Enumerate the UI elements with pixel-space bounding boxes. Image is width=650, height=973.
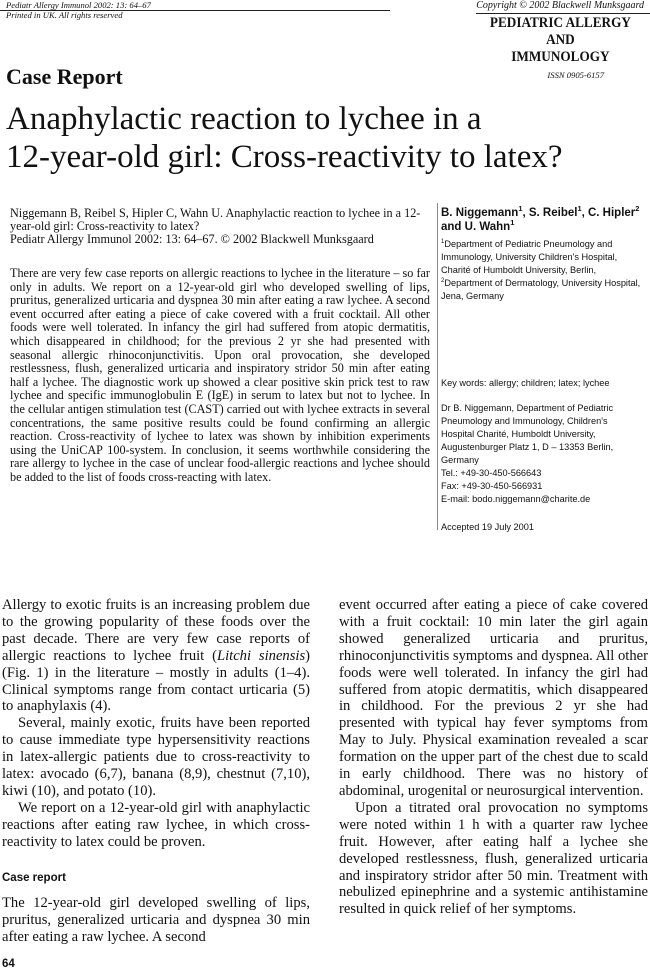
header-printed-line: Printed in UK. All rights reserved [6,10,123,20]
keywords: Key words: allergy; children; latex; lychee [441,378,610,388]
article-title [6,100,646,176]
author-affiliation-mark: 1 [577,204,582,214]
body-column-left [2,597,310,851]
citation-text: Niggemann B, Reibel S, Hipler C, Wahn U. Anaphylactic reaction to lychee in a 12-year-old girl: Cross-reactivity to latex? [10,206,421,233]
intro-paragraph: We report on a 12-year-old girl with anaphylactic reactions after eating raw lychee, in which cross-reactivity to latex could be proven. [2,799,310,850]
correspondence-line: Pneumology and Immunology, Children's [441,416,608,426]
author-affiliation-mark: 1 [510,218,515,228]
author-affiliation-mark: 1 [518,204,523,214]
intro-text: ) (Fig. 1) in the literature – mostly in adults (1–4). Clinical symptoms range from contact urticaria (5) to anaphylaxis (4). [2,647,311,715]
page-number: 64 [2,958,15,970]
intro-paragraph: Several, mainly exotic, fruits have been reported to cause immediate type hypersensitivity reactions in latex-allergic patients due to cross-reactivity to latex: avocado (6,7), banana (8,9), chestnut (7,10), kiwi (10), and potato (10). [2,715,310,799]
correspondence-line: Augustenburger Platz 1, D – 13353 Berlin, [441,442,614,452]
correspondence-line: Dr B. Niggemann, Department of Pediatric [441,403,614,413]
correspondence-fax: Fax: +49-30-450-566931 [441,481,543,491]
issn: ISSN 0905-6157 [547,70,604,80]
case-paragraph: Upon a titrated oral provocation no symptoms were noted within 1 h with a quarter raw lychee fruit. However, after eating half a lychee she developed restlessness, flush, generalized urticaria and inspiratory stridor after 50 min. Treatment with nebulized epinephrine and a systemic antihistamine resulted in quick relief of her symptoms. [339,799,648,918]
header-citation-line: Pediatr Allergy Immunol 2002: 13: 64–67 [6,0,151,10]
affiliation-text: Department of Pediatric Pneumology and Immunology, University Children's Hospital, Charité of Humboldt University, Berlin, [441,239,618,275]
journal-name-line1: PEDIATRIC ALLERGY AND [489,15,631,48]
author-name: , C. Hipler [581,207,636,219]
case-report-heading: Case report [2,872,66,884]
accepted-date: Accepted 19 July 2001 [441,522,534,532]
article-title-line1: Anaphylactic reaction to lychee in a [6,101,482,137]
article-citation [10,207,430,246]
affiliation-number: 2 [441,277,445,284]
case-paragraph: The 12-year-old girl developed swelling of lips, pruritus, generalized urticaria and dyspnea 30 min after eating a raw lychee. A second [2,895,310,945]
body-column-right [339,597,648,918]
sidebar-divider [437,203,438,530]
intro-text: Allergy to exotic fruits is an increasing problem due to the growing popularity of these foods over the past decade. There are very few case reports of allergic reactions to lychee fruit ( [2,597,310,664]
correspondence-email[interactable]: E-mail: bodo.niggemann@charite.de [441,494,591,504]
author-name: B. Niggemann [441,207,519,219]
correspondence-line: Germany [441,455,479,465]
section-label: Case Report [6,64,123,89]
species-name: Litchi sinensis [216,647,306,664]
affiliations [441,238,647,303]
citation-journal: Pediatr Allergy Immunol 2002: 13: 64–67. © 2002 Blackwell Munksgaard [10,232,374,246]
journal-name [477,15,644,66]
copyright-line: Copyright © 2002 Blackwell Munksgaard [476,0,644,11]
author-affiliation-mark: 2 [635,204,640,214]
correspondence-address [441,402,647,506]
author-list [441,206,647,234]
author-name: and U. Wahn [441,221,511,233]
intro-paragraph [2,597,310,715]
author-name: , S. Reibel [522,207,578,219]
affiliation-text: Department of Dermatology, University Hospital, Jena, Germany [441,278,641,301]
affiliation-number: 1 [441,238,445,245]
correspondence-phone: Tel.: +49-30-450-566643 [441,468,542,478]
affiliation-1 [441,238,647,277]
affiliation-2 [441,277,647,303]
body-column-left-case [2,895,310,946]
journal-name-line2: IMMUNOLOGY [511,49,610,65]
abstract: There are very few case reports on allergic reactions to lychee in the literature – so far only in adults. We report on a 12-year-old girl who developed swelling of lips, pruritus, generalized urticaria and dyspnea 30 min after eating a raw lychee. A second event occurred after eating a piece of cake covered with a fruit cocktail. All other foods were well tolerated. In infancy the girl had suffered from atopic dermatitis, which disappeared in childhood; for the previous 2 yr she had presented with seasonal allergic rhinoconjunctivitis. Upon oral provocation, she developed restlessness, flush, generalized urticaria and inspiratory stridor 50 min after eating half a lychee. The diagnostic work up showed a clear positive skin prick test to raw lychee and specific immunoglobulin E (IgE) in serum to latex but not to lychee. In the cellular antigen stimulation test (CAST) carried out with lychee extracts in several concentrations, the same positive results could be found confirming an allergic reaction. Cross-reactivity of lychee to latex was shown by inhibition experiments using the UniCAP 100-system. In conclusion, it seems worthwhile considering the rare allergy to lychee in the case of unclear food-allergic reactions and lychee should be added to the list of foods cross-reacting with latex. [10,266,430,484]
article-title-line2: 12-year-old girl: Cross-reactivity to latex? [6,139,563,175]
header-rule-left [0,10,390,11]
correspondence-line: Hospital Charité, Humboldt University, [441,429,596,439]
journal-masthead [384,0,644,80]
case-paragraph: event occurred after eating a piece of cake covered with a fruit cocktail: 10 min later the girl again showed generalized urticaria and pruritus, rhinoconjunctivitis symptoms and dyspnea. All other foods were well tolerated. In infancy the girl had suffered from atopic dermatitis, which disappeared in childhood. For the previous 2 yr she had presented with typical hay fever symptoms from May to July. Physical examination revealed a scar formation on the upper part of the chest due to scald in early childhood. There was no history of abdominal, urogenital or neurosurgical intervention. [339,597,648,799]
